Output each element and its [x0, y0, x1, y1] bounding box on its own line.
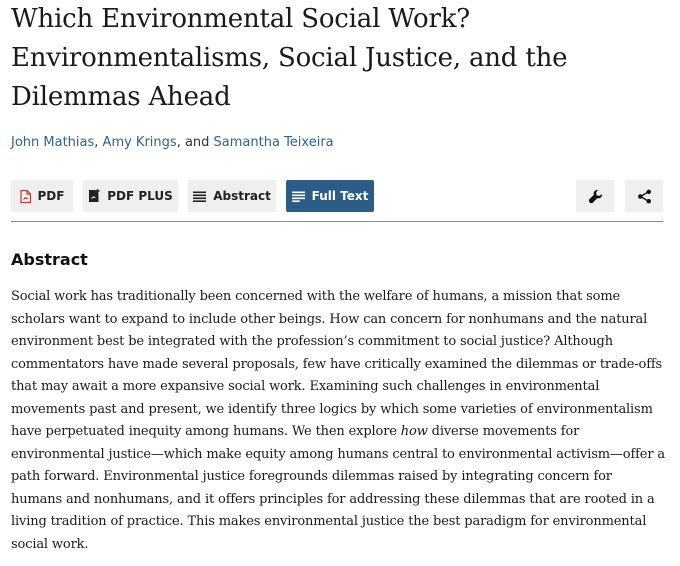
- pdf-plus-button-label: PDF PLUS: [107, 189, 173, 203]
- wrench-icon: [588, 189, 603, 204]
- full-text-icon: [292, 191, 305, 202]
- author-link-mathias[interactable]: John Mathias: [11, 135, 95, 150]
- abstract-heading: Abstract: [11, 250, 88, 269]
- tools-button[interactable]: [576, 180, 614, 212]
- abstract-text-emphasis: how: [400, 424, 428, 439]
- pdf-icon: [20, 190, 31, 203]
- abstract-list-icon: [193, 191, 206, 202]
- author-link-krings[interactable]: Amy Krings: [102, 135, 177, 150]
- abstract-text-part: diverse movements for environmental justice—which make equity among humans central to environmental activism—offer a path forward. Environmental justice foregrounds dilemmas raised by integrating concern for humans and nonhumans, and it offers principles for addressing these dilemmas that are rooted in a living tradition of practice. This makes environmental justice the best paradigm for environmental social work.: [11, 424, 665, 552]
- pdf-button-label: PDF: [37, 189, 65, 203]
- author-list: [11, 135, 334, 150]
- abstract-text: [11, 286, 666, 556]
- article-toolbar: [11, 180, 663, 212]
- full-text-button-label: Full Text: [311, 189, 369, 203]
- share-icon: [637, 189, 652, 204]
- author-separator: ,: [94, 135, 103, 150]
- pdf-button[interactable]: [11, 180, 73, 212]
- share-button[interactable]: [625, 180, 663, 212]
- author-link-teixeira[interactable]: Samantha Teixeira: [213, 135, 334, 150]
- abstract-button-label: Abstract: [213, 189, 271, 203]
- article-title: Which Environmental Social Work? Environmentalisms, Social Justice, and the Dilemmas Ahead: [11, 4, 568, 112]
- abstract-text-part: Social work has traditionally been concerned with the welfare of humans, a mission that some scholars want to expand to include other beings. How can concern for nonhumans and the natural environment best be integrated with the profession’s commitment to social justice? Although commentators have made several proposals, few have critically examined the dilemmas or trade-offs that may await a more expansive social work. Examining such challenges in environmental movements past and present, we identify three logics by which some varieties of environmentalism have perpetuated inequity among humans. We then explore: [11, 289, 663, 439]
- toolbar-divider: [11, 221, 663, 222]
- abstract-button[interactable]: [188, 180, 276, 212]
- full-text-button[interactable]: [286, 180, 374, 212]
- author-separator: , and: [176, 135, 214, 150]
- pdf-plus-button[interactable]: [83, 180, 178, 212]
- pdf-plus-icon: [88, 189, 100, 203]
